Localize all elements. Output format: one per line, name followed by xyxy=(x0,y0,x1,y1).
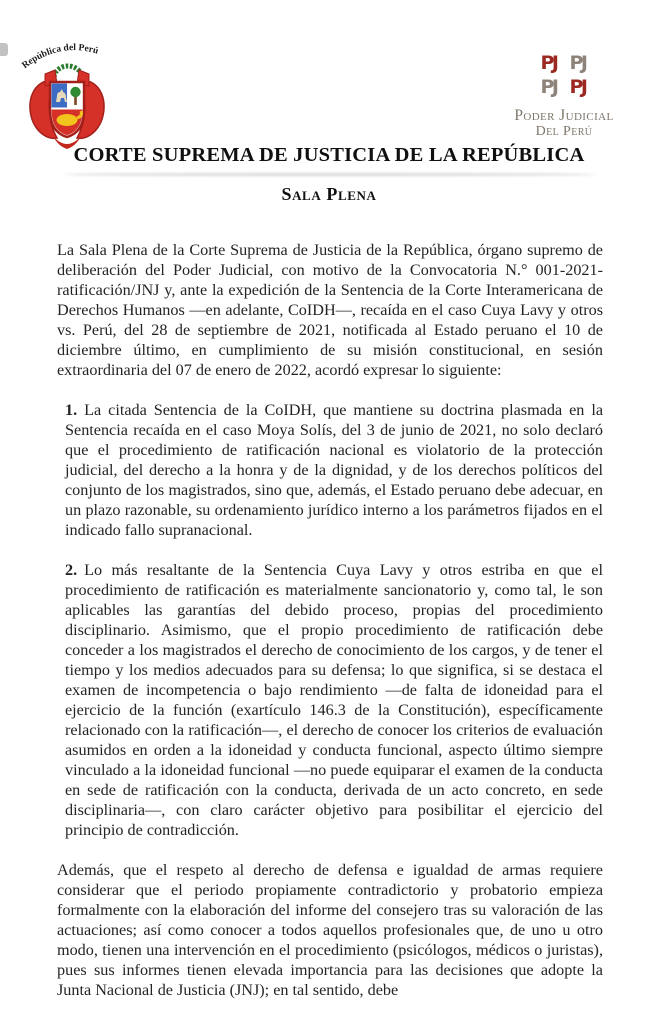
tree-trunk xyxy=(74,96,77,105)
pj-monogram-icon: PJ xyxy=(564,52,591,74)
svg-text:República del Perú xyxy=(20,43,100,71)
scan-shadow-line xyxy=(62,173,598,176)
tree-icon xyxy=(70,87,80,97)
document-body xyxy=(57,240,603,1000)
pj-monogram-icon: PJ xyxy=(535,76,562,98)
coat-caption: República del Perú xyxy=(20,43,100,72)
paragraph-text: Lo más resaltante de la Sentencia Cuya Lavy y otros estriba en que el procedimiento de ratificación es materialmente sancionatorio y, como tal, le son aplicables las garantías del debido proceso, propias del procedimiento disciplinario. Asimismo, que el propio procedimiento de ratificación debe conceder a los magistrados el derecho de conocimiento de los cargos, y de tener el tiempo y los medios adecuados para su defensa; lo que significa, si se destaca el examen de incompetencia o bajo rendimiento —de falta de idoneidad para el ejercicio de la función (exartículo 146.3 de la Constitución), específicamente relacionado con la ratificación—, el derecho de conocer los criterios de evaluación asumidos en orden a la idoneidad y conducta funcional, aspecto último siempre vinculado a la idoneidad funcional —no puede equiparar el examen de la conducta en sede de ratificación con la conducta, derivada de un acto concreto, en sede disciplinaria—, con claro carácter objetivo para posibilitar el ejercicio del principio de contradicción. xyxy=(65,561,603,839)
page-title: CORTE SUPREMA DE JUSTICIA DE LA REPÚBLICA xyxy=(73,144,585,166)
org-name: Poder Judicial xyxy=(514,107,614,124)
paragraph-text: La Sala Plena de la Corte Suprema de Justicia de la República, órgano supremo de deliberación del Poder Judicial, con motivo de la Convocatoria N.° 001-2021-ratificación/JNJ y, ante la expedición de la Sentencia de la Corte Interamericana de Derechos Humanos —en adelante, CoIDH—, recaída en el caso Cuya Lavy y otros vs. Perú, del 28 de septiembre de 2021, notificada al Estado peruano el 10 de diciembre último, en cumplimiento de su misión constitucional, en sesión extraordinaria del 07 de enero de 2022, acordó expresar lo siguiente: xyxy=(57,241,603,379)
paragraph-number: 2. xyxy=(65,561,78,579)
peru-coat-of-arms-icon xyxy=(18,40,116,158)
poder-judicial-logo xyxy=(500,52,628,139)
pj-monogram-grid xyxy=(535,52,593,98)
paragraph-text: Además, que el respeto al derecho de defensa e igualdad de armas requiere considerar que el periodo propiamente contradictorio y probatorio empieza formalmente con la elaboración del informe del consejero tras su valoración de las actuaciones; así como conocer a todos aquellos profesionales que, de uno u otro modo, tienen una intervención en el procedimiento (psicólogos, médicos o juristas), pues sus informes tienen elevada importancia para las decisiones que adopte la Junta Nacional de Justicia (JNJ); en tal sentido, debe xyxy=(57,861,603,999)
paragraph xyxy=(57,240,603,380)
org-subname: Del Perú xyxy=(535,124,593,140)
paragraph xyxy=(65,560,603,840)
pj-caption xyxy=(500,107,628,139)
page-subtitle: Sala Plena xyxy=(281,184,377,204)
pj-monogram-icon: PJ xyxy=(535,52,562,74)
peru-coat-of-arms xyxy=(18,40,116,158)
scan-smudge xyxy=(0,43,8,56)
paragraph xyxy=(57,860,603,1000)
paragraph xyxy=(65,400,603,540)
cornucopia-icon xyxy=(57,114,78,126)
paragraph-number: 1. xyxy=(65,401,78,419)
pj-monogram-icon: PJ xyxy=(564,76,591,98)
paragraph-text: La citada Sentencia de la CoIDH, que mantiene su doctrina plasmada en la Sentencia recaída en el caso Moya Solís, del 3 de junio de 2021, no solo declaró que el procedimiento de ratificación nacional es violatorio de la protección judicial, del derecho a la honra y de la dignidad, y de los derechos políticos del conjunto de los magistrados, sino que, además, el Estado peruano debe adecuar, en un plazo razonable, su ordenamiento jurídico interno a los parámetros fijados en el indicado fallo supranacional. xyxy=(65,401,603,539)
